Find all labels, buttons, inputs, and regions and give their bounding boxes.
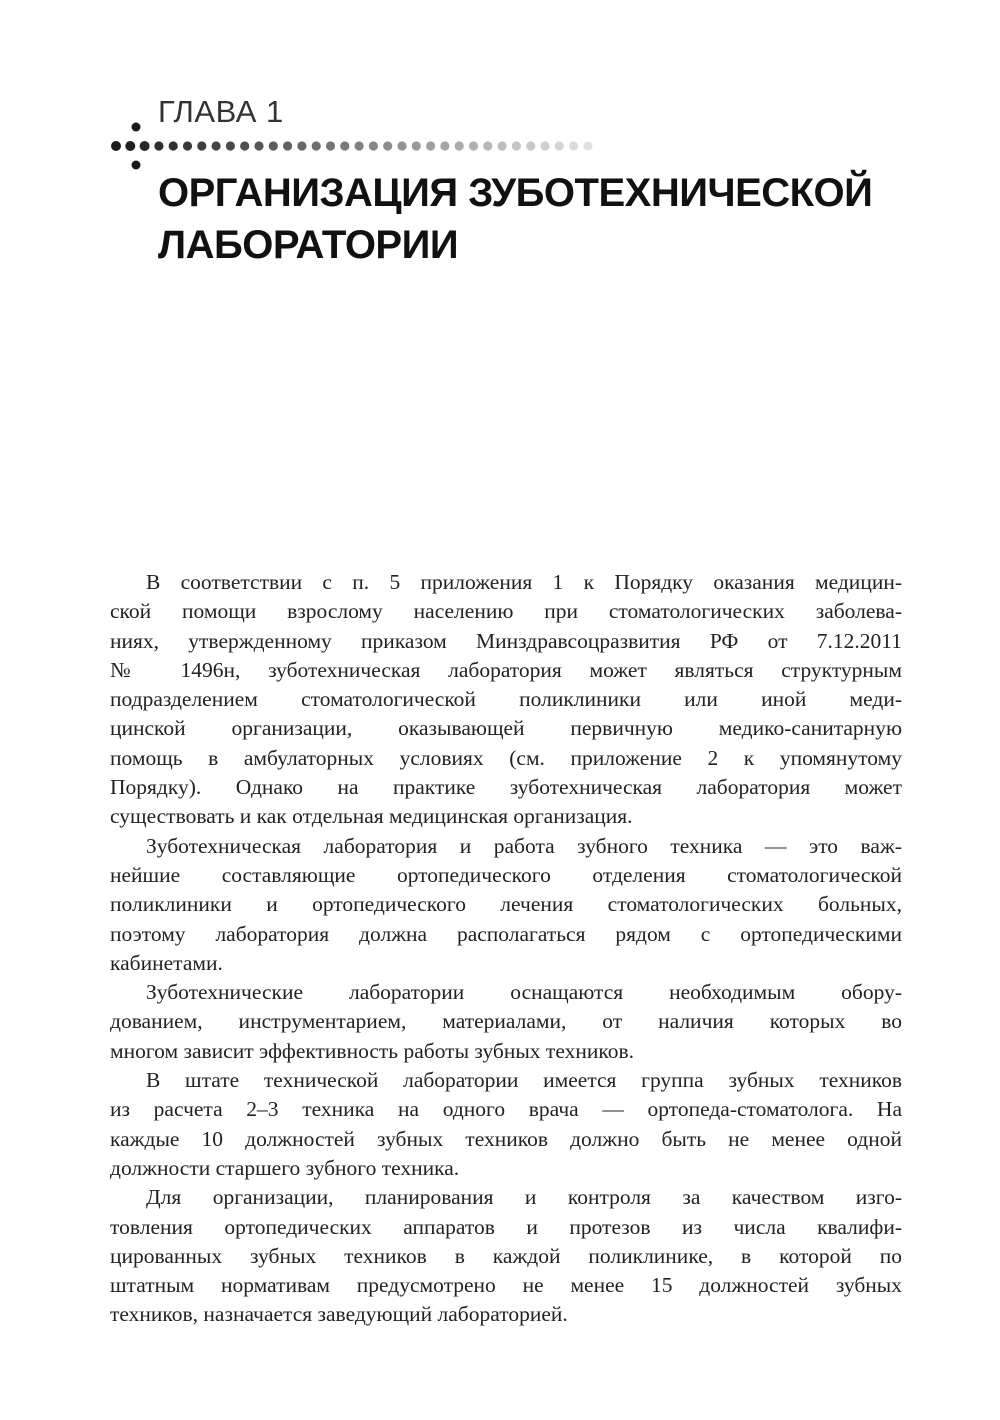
ornament-dot — [240, 141, 249, 150]
ornament-dot — [412, 141, 421, 150]
chapter-title-line: ОРГАНИЗАЦИЯ ЗУБОТЕХНИЧЕСКОЙ — [158, 171, 873, 215]
ornament-dot — [397, 141, 406, 150]
ornament-dot — [555, 141, 564, 150]
text-line: Для организации, планирования и контроля за качеством изго- — [146, 1185, 902, 1210]
text-line: цинской организации, оказывающей первичную медико-санитарную — [110, 716, 902, 741]
text-line: дованием, инструментарием, материалами, от наличия которых во — [110, 1009, 902, 1034]
ornament-dot — [583, 141, 592, 150]
ornament-dot — [512, 141, 521, 150]
ornament-dot — [132, 161, 141, 170]
text-line: Порядку). Однако на практике зуботехническая лаборатория может — [110, 775, 902, 800]
text-line: Зуботехнические лаборатории оснащаются необходимым обору- — [146, 980, 902, 1005]
ornament-dot — [226, 141, 235, 150]
ornament-dot — [569, 141, 578, 150]
text-line: нейшие составляющие ортопедического отделения стоматологической — [110, 862, 902, 887]
ornament-dot — [469, 141, 478, 150]
text-line: каждые 10 должностей зубных техников должно быть не менее одной — [110, 1126, 902, 1151]
ornament-dot — [498, 141, 507, 150]
ornament-dot — [154, 141, 163, 150]
ornament-dot — [132, 123, 141, 132]
ornament-dot — [254, 141, 263, 150]
ornament-dot — [355, 141, 364, 150]
text-line: В соответствии с п. 5 приложения 1 к Порядку оказания медицин- — [146, 570, 902, 594]
text-line: Зуботехническая лаборатория и работа зубного техника — это важ- — [146, 833, 902, 858]
ornament-dot — [297, 141, 306, 150]
ornament-dot — [483, 141, 492, 150]
ornament-dot — [426, 141, 435, 150]
paragraph — [110, 978, 902, 1066]
ornament-dot — [383, 141, 392, 150]
text-line: существовать и как отдельная медицинская организация. — [110, 804, 633, 829]
ornament-dot — [197, 141, 206, 150]
text-line: № 1496н, зуботехническая лаборатория может являться структурным — [110, 657, 902, 682]
ornament-dot — [312, 141, 321, 150]
text-line: подразделением стоматологической поликлиники или иной меди- — [110, 687, 902, 712]
text-line: цированных зубных техников в каждой поликлинике, в которой по — [110, 1243, 902, 1268]
ornament-dot — [169, 141, 178, 150]
text-line: поликлиники и ортопедического лечения стоматологических больных, — [110, 892, 902, 917]
chapter-label: ГЛАВА 1 — [158, 94, 284, 129]
text-line: штатным нормативам предусмотрено не менее 15 должностей зубных — [110, 1273, 902, 1298]
text-line: товления ортопедических аппаратов и протезов из числа квалифи- — [110, 1214, 902, 1239]
text-line: должности старшего зубного техника. — [110, 1155, 460, 1180]
ornament-dot — [183, 141, 192, 150]
ornament-dot — [269, 141, 278, 150]
text-line: кабинетами. — [110, 950, 223, 975]
text-line: поэтому лаборатория должна располагаться рядом с ортопедическими — [110, 921, 902, 946]
text-line: ской помощи взрослому населению при стоматологических заболева- — [110, 599, 902, 624]
text-line: ниях, утвержденному приказом Минздравсоцразвития РФ от 7.12.2011 — [110, 628, 902, 653]
body-text — [110, 568, 902, 1330]
ornament-dot — [455, 141, 464, 150]
ornament-dot — [440, 141, 449, 150]
paragraph — [110, 832, 902, 978]
ornament-dot — [111, 141, 121, 151]
paragraph — [110, 568, 902, 832]
ornament-dot — [326, 141, 335, 150]
text-line: В штате технической лаборатории имеется группа зубных техников — [146, 1068, 902, 1093]
ornament-dot — [283, 141, 292, 150]
chapter-title-line: ЛАБОРАТОРИИ — [158, 223, 459, 267]
ornament-dot — [125, 141, 135, 151]
ornament-dot — [540, 141, 549, 150]
paragraph — [110, 1066, 902, 1183]
ornament-dot — [212, 141, 221, 150]
text-line: из расчета 2–3 техника на одного врача — ортопеда-стоматолога. На — [110, 1097, 902, 1122]
ornament-dot — [526, 141, 535, 150]
text-line: помощь в амбулаторных условиях (см. приложение 2 к упомянутому — [110, 745, 902, 770]
ornament-dot — [340, 141, 349, 150]
text-line: техников, назначается заведующий лабораторией. — [110, 1302, 568, 1327]
chapter-title — [158, 167, 938, 271]
text-line: многом зависит эффективность работы зубных техников. — [110, 1038, 634, 1063]
ornament-dot — [140, 141, 150, 151]
ornament-dot — [369, 141, 378, 150]
paragraph — [110, 1183, 902, 1329]
